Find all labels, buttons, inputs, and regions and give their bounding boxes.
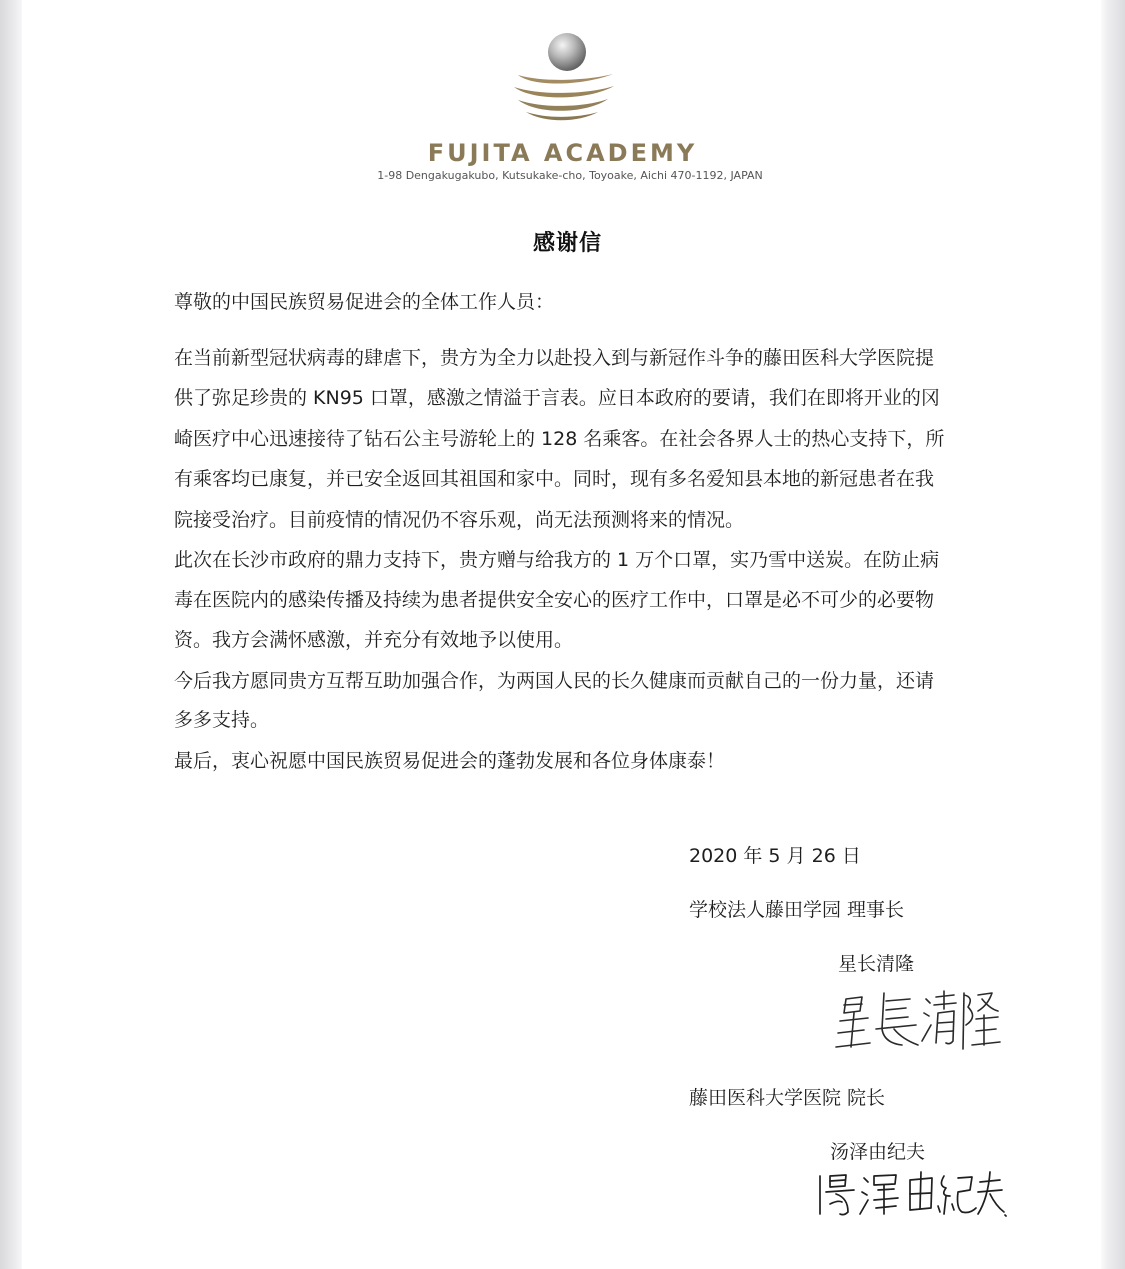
body-line: 崎医疗中心迅速接待了钻石公主号游轮上的 128 名乘客。在社会各界人士的热心支持下，所: [174, 428, 945, 450]
page-shadow-right: [1101, 0, 1125, 1269]
letterhead-address: 1-98 Dengakugakubo, Kutsukake-cho, Toyoake, Aichi 470-1192, JAPAN: [377, 169, 763, 182]
body-line: 有乘客均已康复，并已安全返回其祖国和家中。同时，现有多名爱知县本地的新冠患者在我: [174, 468, 935, 490]
body-line: 最后，衷心祝愿中国民族贸易促进会的蓬勃发展和各位身体康泰！: [174, 750, 726, 772]
signer2-organization: 藤田医科大学医院 院长: [689, 1087, 886, 1109]
signer2-name: 汤泽由纪夫: [830, 1141, 926, 1163]
body-line: 院接受治疗。目前疫情的情况仍不容乐观，尚无法预测将来的情况。: [174, 509, 745, 531]
body-line: 今后我方愿同贵方互帮互助加强合作，为两国人民的长久健康而贡献自己的一份力量，还请: [174, 670, 935, 692]
body-line: 在当前新型冠状病毒的肆虐下，贵方为全力以赴投入到与新冠作斗争的藤田医科大学医院提: [174, 347, 935, 369]
body-line: 供了弥足珍贵的 KN95 口罩，感激之情溢于言表。应日本政府的要请，我们在即将开业的冈: [174, 387, 940, 409]
page-shadow-left: [0, 0, 22, 1269]
fujita-academy-logo-icon: [510, 30, 620, 125]
body-line: 资。我方会满怀感激，并充分有效地予以使用。: [174, 629, 574, 651]
signer1-organization: 学校法人藤田学园 理事长: [689, 899, 905, 921]
brand-name: FUJITA ACADEMY: [427, 139, 698, 167]
handwritten-signature-1: [832, 985, 1002, 1060]
letter-date: 2020 年 5 月 26 日: [689, 845, 861, 867]
body-line: 多多支持。: [174, 709, 270, 731]
body-line: 毒在医院内的感染传播及持续为患者提供安全安心的医疗工作中，口罩是必不可少的必要物: [174, 589, 935, 611]
handwritten-signature-2: [812, 1168, 1007, 1220]
signer1-name: 星长清隆: [838, 953, 915, 975]
salutation: 尊敬的中国民族贸易促进会的全体工作人员：: [174, 291, 555, 313]
body-line: 此次在长沙市政府的鼎力支持下，贵方赠与给我方的 1 万个口罩，实乃雪中送炭。在防止病: [174, 549, 940, 571]
letter-title: 感谢信: [532, 231, 602, 256]
